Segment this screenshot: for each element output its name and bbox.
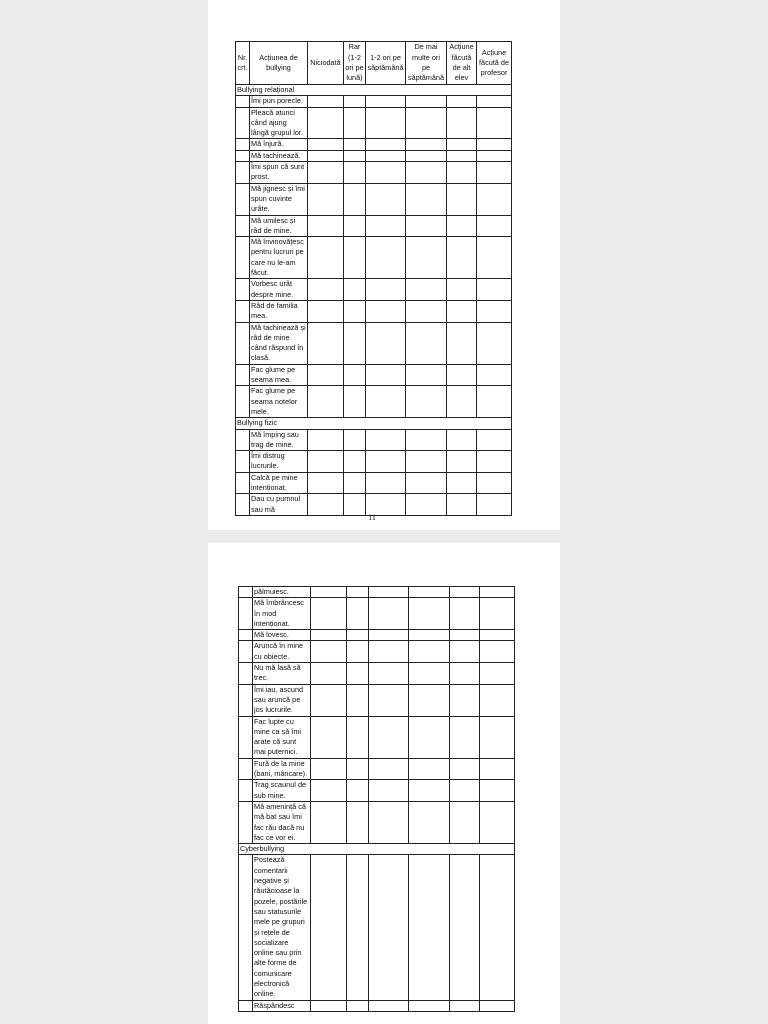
frequency-answer-cell	[409, 641, 450, 663]
frequency-answer-cell	[477, 322, 512, 364]
frequency-answer-cell	[406, 322, 447, 364]
frequency-answer-cell	[447, 429, 477, 451]
bullying-action-text: Îmi iau, ascund sau aruncă pe jos lucrurile.	[253, 684, 311, 716]
row-number-cell	[236, 322, 250, 364]
row-number-cell	[239, 587, 253, 598]
frequency-answer-cell	[344, 472, 366, 494]
table-row	[239, 780, 515, 802]
frequency-answer-cell	[369, 641, 409, 663]
document-page-1	[208, 0, 560, 530]
table-row	[239, 598, 515, 630]
table-row	[236, 451, 512, 473]
frequency-answer-cell	[406, 386, 447, 418]
frequency-answer-cell	[311, 630, 347, 641]
frequency-answer-cell	[344, 139, 366, 150]
frequency-answer-cell	[450, 598, 480, 630]
frequency-answer-cell	[477, 183, 512, 215]
table-row	[236, 364, 512, 386]
frequency-answer-cell	[369, 758, 409, 780]
row-number-cell	[239, 641, 253, 663]
bullying-action-text: pălmuiesc.	[253, 587, 311, 598]
frequency-answer-cell	[369, 716, 409, 758]
frequency-answer-cell	[406, 96, 447, 107]
frequency-answer-cell	[477, 386, 512, 418]
table-row	[239, 855, 515, 1000]
frequency-answer-cell	[447, 107, 477, 139]
frequency-answer-cell	[347, 855, 369, 1000]
table-row	[239, 716, 515, 758]
frequency-answer-cell	[447, 96, 477, 107]
frequency-answer-cell	[344, 162, 366, 184]
frequency-answer-cell	[347, 598, 369, 630]
row-number-cell	[236, 183, 250, 215]
frequency-answer-cell	[347, 716, 369, 758]
frequency-answer-cell	[477, 472, 512, 494]
frequency-answer-cell	[480, 780, 515, 802]
frequency-answer-cell	[406, 139, 447, 150]
table-row	[236, 386, 512, 418]
bullying-action-text: Mă îmbrâncesc în mod intenționat.	[253, 598, 311, 630]
frequency-answer-cell	[409, 587, 450, 598]
bullying-questionnaire-table-continued	[238, 586, 515, 1012]
frequency-answer-cell	[308, 451, 344, 473]
frequency-answer-cell	[366, 322, 406, 364]
frequency-answer-cell	[347, 587, 369, 598]
frequency-answer-cell	[366, 472, 406, 494]
bullying-action-text: Fac glume pe seama mea.	[250, 364, 308, 386]
frequency-answer-cell	[344, 107, 366, 139]
bullying-action-text: Calcă pe mine intenționat.	[250, 472, 308, 494]
row-number-cell	[236, 162, 250, 184]
frequency-answer-cell	[447, 322, 477, 364]
row-number-cell	[236, 386, 250, 418]
frequency-answer-cell	[347, 641, 369, 663]
frequency-answer-cell	[366, 96, 406, 107]
frequency-answer-cell	[480, 587, 515, 598]
frequency-answer-cell	[480, 684, 515, 716]
header-nr-crt: Nr. crt.	[236, 42, 250, 85]
frequency-answer-cell	[344, 96, 366, 107]
table-row	[236, 237, 512, 279]
frequency-answer-cell	[344, 215, 366, 237]
bullying-action-text: Mă împing sau trag de mine.	[250, 429, 308, 451]
table-row	[236, 162, 512, 184]
frequency-answer-cell	[308, 215, 344, 237]
frequency-answer-cell	[308, 429, 344, 451]
header-mai-multe-ori: De mai multe ori pe săptămână	[406, 42, 447, 85]
frequency-answer-cell	[311, 663, 347, 685]
frequency-answer-cell	[347, 780, 369, 802]
row-number-cell	[239, 716, 253, 758]
bullying-action-text: Mă tachinează și râd de mine când răspund în clasă.	[251, 322, 306, 363]
row-number-cell	[239, 663, 253, 685]
frequency-answer-cell	[450, 758, 480, 780]
frequency-answer-cell	[369, 855, 409, 1000]
frequency-answer-cell	[447, 139, 477, 150]
frequency-answer-cell	[311, 855, 347, 1000]
frequency-answer-cell	[366, 386, 406, 418]
frequency-answer-cell	[406, 300, 447, 322]
bullying-action-text: Îmi pun porecle.	[250, 96, 308, 107]
row-number-cell	[236, 215, 250, 237]
row-number-cell	[236, 96, 250, 107]
bullying-action-text: Mă umilesc și râd de mine.	[250, 215, 308, 237]
row-number-cell	[236, 237, 250, 279]
frequency-answer-cell	[311, 641, 347, 663]
frequency-answer-cell	[480, 641, 515, 663]
frequency-answer-cell	[347, 801, 369, 843]
frequency-answer-cell	[409, 630, 450, 641]
row-number-cell	[236, 364, 250, 386]
frequency-answer-cell	[409, 716, 450, 758]
document-page-2	[208, 543, 560, 1024]
frequency-answer-cell	[308, 386, 344, 418]
frequency-answer-cell	[477, 139, 512, 150]
frequency-answer-cell	[366, 237, 406, 279]
frequency-answer-cell	[347, 1000, 369, 1011]
frequency-answer-cell	[480, 630, 515, 641]
frequency-answer-cell	[308, 96, 344, 107]
frequency-answer-cell	[406, 162, 447, 184]
bullying-action-text: Aruncă în mine cu obiecte.	[253, 641, 311, 663]
frequency-answer-cell	[409, 801, 450, 843]
frequency-answer-cell	[406, 215, 447, 237]
frequency-answer-cell	[409, 855, 450, 1000]
table-row	[239, 663, 515, 685]
bullying-action-text: Îmi distrug lucrurile.	[250, 451, 308, 473]
table-row	[236, 183, 512, 215]
section-row	[239, 844, 515, 855]
frequency-answer-cell	[480, 758, 515, 780]
header-actiunea: Acțiunea de bullying	[250, 42, 308, 85]
frequency-answer-cell	[447, 451, 477, 473]
table-row	[236, 150, 512, 161]
table-row	[239, 587, 515, 598]
frequency-answer-cell	[344, 279, 366, 301]
frequency-answer-cell	[450, 716, 480, 758]
frequency-answer-cell	[447, 386, 477, 418]
bullying-action-text: Îmi spun că sunt prost.	[250, 162, 308, 184]
frequency-answer-cell	[308, 183, 344, 215]
table-row	[236, 279, 512, 301]
frequency-answer-cell	[311, 801, 347, 843]
header-profesor: Acțiune făcută de profesor	[477, 42, 512, 85]
frequency-answer-cell	[308, 162, 344, 184]
bullying-action-text: Fac lupte cu mine ca să îmi arate că sunt mai puternici.	[253, 716, 311, 758]
frequency-answer-cell	[366, 107, 406, 139]
bullying-action-text: Mă tachinează.	[250, 150, 308, 161]
frequency-answer-cell	[409, 663, 450, 685]
frequency-answer-cell	[308, 237, 344, 279]
table-row	[239, 630, 515, 641]
bullying-action-text: Mă amenință că mă bat sau îmi fac rău dacă nu fac ce vor ei.	[253, 801, 311, 843]
table-row	[236, 107, 512, 139]
frequency-answer-cell	[477, 279, 512, 301]
frequency-answer-cell	[477, 96, 512, 107]
frequency-answer-cell	[311, 598, 347, 630]
bullying-action-text: Dau cu pumnul sau mă	[250, 494, 308, 516]
frequency-answer-cell	[308, 107, 344, 139]
frequency-answer-cell	[477, 215, 512, 237]
frequency-answer-cell	[366, 279, 406, 301]
frequency-answer-cell	[308, 150, 344, 161]
frequency-answer-cell	[344, 451, 366, 473]
section-row	[236, 418, 512, 429]
table-row	[236, 429, 512, 451]
frequency-answer-cell	[406, 150, 447, 161]
section-title: Bullying relațional	[236, 85, 512, 96]
frequency-answer-cell	[450, 801, 480, 843]
frequency-answer-cell	[344, 237, 366, 279]
frequency-answer-cell	[369, 780, 409, 802]
frequency-answer-cell	[344, 386, 366, 418]
row-number-cell	[236, 429, 250, 451]
frequency-answer-cell	[450, 855, 480, 1000]
frequency-answer-cell	[406, 183, 447, 215]
frequency-answer-cell	[308, 300, 344, 322]
row-number-cell	[236, 472, 250, 494]
table-row	[239, 641, 515, 663]
section-title: Bullying fizic	[236, 418, 512, 429]
frequency-answer-cell	[480, 716, 515, 758]
frequency-answer-cell	[447, 162, 477, 184]
row-number-cell	[239, 758, 253, 780]
bullying-action-text: Vorbesc urât despre mine.	[250, 279, 308, 301]
frequency-answer-cell	[450, 1000, 480, 1011]
frequency-answer-cell	[406, 451, 447, 473]
bullying-action-text: Mă înjură.	[250, 139, 308, 150]
frequency-answer-cell	[447, 215, 477, 237]
frequency-answer-cell	[480, 663, 515, 685]
table-row	[239, 1000, 515, 1011]
bullying-action-text: Fură de la mine (bani, mâncare).	[253, 758, 311, 780]
table-row	[236, 215, 512, 237]
frequency-answer-cell	[447, 364, 477, 386]
header-niciodata: Niciodată	[308, 42, 344, 85]
frequency-answer-cell	[311, 716, 347, 758]
frequency-answer-cell	[344, 429, 366, 451]
frequency-answer-cell	[406, 279, 447, 301]
bullying-action-text: Râd de familia mea.	[250, 300, 308, 322]
bullying-action-text: Mă jignesc și îmi spun cuvinte urâte.	[250, 183, 308, 215]
frequency-answer-cell	[366, 300, 406, 322]
frequency-answer-cell	[477, 451, 512, 473]
row-number-cell	[239, 630, 253, 641]
frequency-answer-cell	[477, 364, 512, 386]
table-header-row	[236, 42, 512, 85]
frequency-answer-cell	[450, 684, 480, 716]
frequency-answer-cell	[366, 150, 406, 161]
section-row	[236, 85, 512, 96]
frequency-answer-cell	[450, 663, 480, 685]
frequency-answer-cell	[311, 1000, 347, 1011]
frequency-answer-cell	[308, 279, 344, 301]
frequency-answer-cell	[409, 598, 450, 630]
frequency-answer-cell	[450, 630, 480, 641]
frequency-answer-cell	[409, 684, 450, 716]
frequency-answer-cell	[477, 429, 512, 451]
table-row	[236, 472, 512, 494]
row-number-cell	[239, 780, 253, 802]
frequency-answer-cell	[406, 472, 447, 494]
frequency-answer-cell	[450, 587, 480, 598]
frequency-answer-cell	[347, 630, 369, 641]
table-row	[239, 758, 515, 780]
frequency-answer-cell	[406, 237, 447, 279]
row-number-cell	[236, 451, 250, 473]
frequency-answer-cell	[447, 279, 477, 301]
frequency-answer-cell	[366, 183, 406, 215]
frequency-answer-cell	[447, 183, 477, 215]
bullying-action-text: Răspândesc	[253, 1000, 311, 1011]
frequency-answer-cell	[369, 663, 409, 685]
frequency-answer-cell	[369, 684, 409, 716]
row-number-cell	[236, 150, 250, 161]
table-row	[236, 96, 512, 107]
frequency-answer-cell	[480, 855, 515, 1000]
row-number-cell	[239, 855, 253, 1000]
frequency-answer-cell	[344, 183, 366, 215]
row-number-cell	[236, 300, 250, 322]
frequency-answer-cell	[344, 150, 366, 161]
frequency-answer-cell	[308, 364, 344, 386]
frequency-answer-cell	[480, 1000, 515, 1011]
frequency-answer-cell	[477, 150, 512, 161]
table-row	[236, 322, 512, 364]
frequency-answer-cell	[344, 322, 366, 364]
frequency-answer-cell	[366, 364, 406, 386]
bullying-questionnaire-table	[235, 41, 512, 516]
frequency-answer-cell	[311, 780, 347, 802]
frequency-answer-cell	[369, 630, 409, 641]
table-row	[239, 684, 515, 716]
table-row	[236, 300, 512, 322]
table-row	[239, 801, 515, 843]
bullying-action-text: Nu mă lasă să trec.	[253, 663, 311, 685]
row-number-cell	[236, 107, 250, 139]
frequency-answer-cell	[477, 162, 512, 184]
frequency-answer-cell	[366, 215, 406, 237]
header-rar: Rar (1-2 ori pe lună)	[344, 42, 366, 85]
row-number-cell	[239, 801, 253, 843]
header-alt-elev: Acțiune făcută de alt elev	[447, 42, 477, 85]
row-number-cell	[239, 598, 253, 630]
frequency-answer-cell	[344, 364, 366, 386]
frequency-answer-cell	[308, 322, 344, 364]
frequency-answer-cell	[369, 801, 409, 843]
table-row	[236, 139, 512, 150]
bullying-action-text: Mă lovesc.	[253, 630, 311, 641]
frequency-answer-cell	[347, 663, 369, 685]
frequency-answer-cell	[409, 758, 450, 780]
row-number-cell	[239, 684, 253, 716]
frequency-answer-cell	[347, 758, 369, 780]
frequency-answer-cell	[311, 758, 347, 780]
frequency-answer-cell	[447, 150, 477, 161]
frequency-answer-cell	[369, 587, 409, 598]
page-number: 11	[368, 513, 376, 522]
bullying-action-text: Pleacă atunci când ajung lângă grupul lor.	[250, 107, 308, 139]
frequency-answer-cell	[366, 162, 406, 184]
frequency-answer-cell	[477, 107, 512, 139]
bullying-action-text: Mă învinovățesc pentru lucruri pe care nu le-am făcut.	[250, 237, 308, 279]
frequency-answer-cell	[366, 451, 406, 473]
frequency-answer-cell	[477, 300, 512, 322]
row-number-cell	[236, 139, 250, 150]
frequency-answer-cell	[366, 429, 406, 451]
frequency-answer-cell	[366, 139, 406, 150]
bullying-action-text: Postează comentarii negative și răutăcioase la pozele, postările sau statusurile mele pe grupuri și rețele de socializare online sau prin alte forme de comunicare electronică online.	[253, 855, 311, 1000]
bullying-action-text: Fac glume pe seama notelor mele.	[250, 386, 308, 418]
frequency-answer-cell	[480, 801, 515, 843]
frequency-answer-cell	[450, 780, 480, 802]
frequency-answer-cell	[447, 472, 477, 494]
section-title: Cyberbullying	[239, 844, 515, 855]
header-1-2-ori: 1-2 ori pe săptămână	[366, 42, 406, 85]
frequency-answer-cell	[450, 641, 480, 663]
frequency-answer-cell	[369, 1000, 409, 1011]
frequency-answer-cell	[409, 780, 450, 802]
frequency-answer-cell	[369, 598, 409, 630]
frequency-answer-cell	[406, 364, 447, 386]
frequency-answer-cell	[447, 237, 477, 279]
frequency-answer-cell	[480, 598, 515, 630]
frequency-answer-cell	[477, 237, 512, 279]
frequency-answer-cell	[447, 300, 477, 322]
frequency-answer-cell	[344, 300, 366, 322]
bullying-action-text: Trag scaunul de sub mine.	[253, 780, 311, 802]
frequency-answer-cell	[409, 1000, 450, 1011]
frequency-answer-cell	[311, 684, 347, 716]
frequency-answer-cell	[347, 684, 369, 716]
frequency-answer-cell	[311, 587, 347, 598]
frequency-answer-cell	[308, 139, 344, 150]
frequency-answer-cell	[406, 429, 447, 451]
row-number-cell	[236, 279, 250, 301]
frequency-answer-cell	[308, 472, 344, 494]
row-number-cell	[239, 1000, 253, 1011]
frequency-answer-cell	[406, 107, 447, 139]
